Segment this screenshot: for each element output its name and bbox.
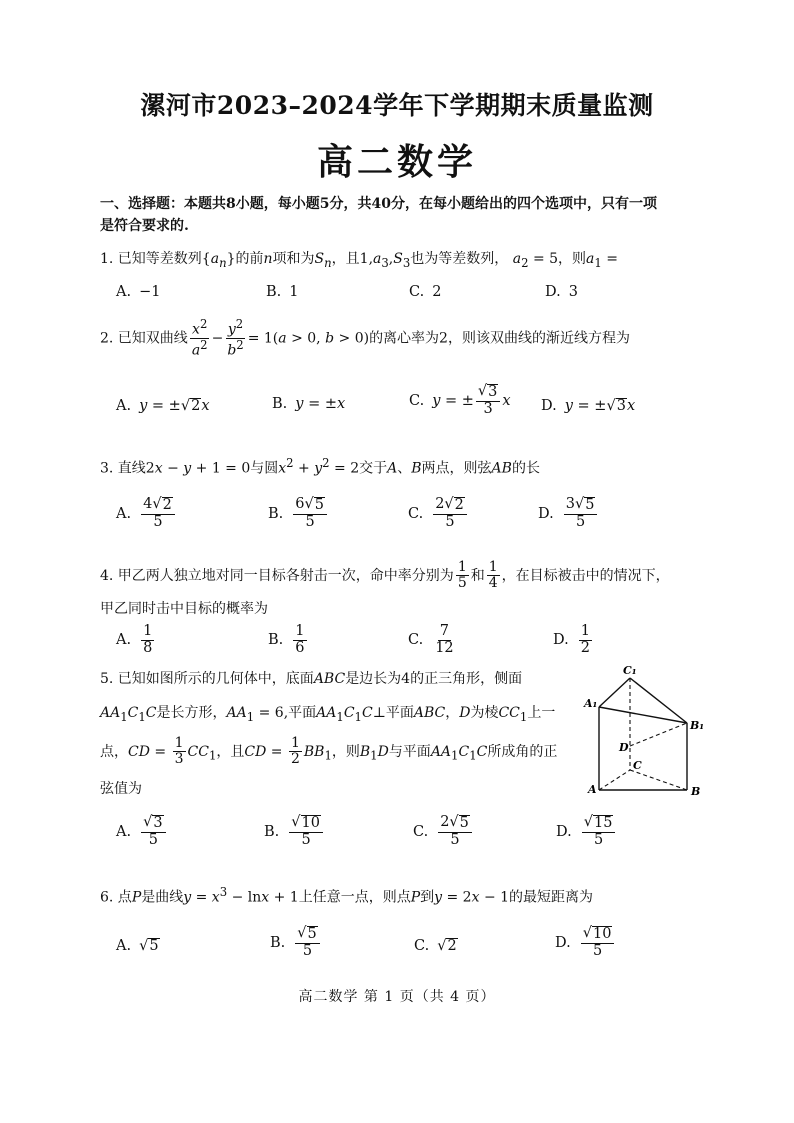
question-4-option-d: D. $\frac{1}{2}$ <box>553 623 590 656</box>
question-3-option-d: D. 3√ 5 5 <box>538 497 599 531</box>
question-6-option-d: D. √ 10 5 <box>555 926 616 960</box>
edge-c-b-hidden <box>630 770 687 790</box>
question-2-option-b: B. y = ±x <box>272 396 346 412</box>
question-1-option-d: D. 3 <box>545 284 578 300</box>
label-c: C <box>633 759 642 772</box>
question-4-option-a: A. $\frac{1}{8}$ <box>116 623 153 656</box>
question-2-stem: 2. 已知双曲线 $\frac{x^2}{a^2}$ − $\frac{y^2}{b^2}$ = 1(a > 0, b > 0)的离心率为2，则该双曲线的渐近线方程为 <box>100 317 630 359</box>
question-5-stem-line4: 弦值为 <box>100 781 142 797</box>
section-heading-line2: 是符合要求的. <box>100 218 189 234</box>
label-c1: C₁ <box>623 664 637 677</box>
question-5-option-b: B. √ 10 5 <box>264 815 325 849</box>
page-footer: 高二数学 第 1 页（共 4 页） <box>298 989 496 1005</box>
edge-a1-b1 <box>599 707 687 723</box>
question-4-option-b: B. $\frac{1}{6}$ <box>268 623 305 656</box>
segment-d-b1-hidden <box>630 723 687 746</box>
geometry-figure <box>583 662 713 802</box>
question-2-option-a: A. y = ±√ 2 x <box>116 398 210 414</box>
label-d: D <box>619 741 629 754</box>
label-b: B <box>691 785 701 798</box>
question-6-option-c: C. √ 2 <box>414 938 457 954</box>
edge-a-c-hidden <box>599 770 630 790</box>
question-6-stem: 6. 点P是曲线$y = x^3 - \ln x + 1$上任意一点，则点P到y = 2x − 1的最短距离为 <box>100 885 594 906</box>
question-3-option-b: B. 6√ 5 5 <box>268 497 329 531</box>
question-2-option-d: D. y = ±√ 3 x <box>541 398 636 414</box>
label-a: A <box>588 783 597 796</box>
question-4-stem-line2: 甲乙同时击中目标的概率为 <box>100 601 268 617</box>
label-b1: B₁ <box>690 719 705 732</box>
question-1-option-c: C. 2 <box>409 284 442 300</box>
question-5-option-c: C. 2√ 5 5 <box>413 815 474 849</box>
question-3-stem: 3. 直线2x − y + 1 = 0与圆$x^2 + y^2 = 2$交于A、B两点，则弦AB的长 <box>100 456 540 477</box>
edge-c1-b1 <box>630 678 687 723</box>
question-2-option-c: C. y = ± √ 3 3 x <box>409 383 511 417</box>
question-4-stem: 4. 甲乙两人独立地对同一目标各射击一次，命中率分别为 $\frac{1}{5}$ 和 $\frac{1}{4}$ ，在目标被击中的情况下， <box>100 559 670 592</box>
subject-title: 高二数学 <box>316 141 477 183</box>
label-a1: A₁ <box>584 697 598 710</box>
question-5-stem-line1: 5. 已知如图所示的几何体中，底面ABC是边长为4的正三角形，侧面 <box>100 671 523 687</box>
question-1-stem: 1. 已知等差数列$\{a_n\}$的前n项和为$S_n$，且$1,a_3,S_3$也为等差数列， $a_2 = 5$，则$a_1$ = <box>100 251 619 270</box>
question-1-option-a: A. −1 <box>116 284 161 300</box>
question-6-option-a: A. √ 5 <box>116 938 159 954</box>
question-5-stem-line3: 点，CD = $\frac{1}{3}$ $CC_1$，且CD = $\frac{1}{2}$ $BB_1$，则$B_1D$与平面$AA_1C_1C$所成角的正 <box>100 735 558 768</box>
question-1-number: 1. <box>100 251 114 267</box>
question-5-option-a: A. √ 3 5 <box>116 815 168 849</box>
question-3-option-a: A. 4√ 2 5 <box>116 497 177 531</box>
question-4-option-c: C. $\frac{7}{12}$ <box>408 623 454 656</box>
question-6-option-b: B. √ 5 5 <box>270 926 322 960</box>
edge-a1-c1 <box>599 678 630 707</box>
question-5-option-d: D. √ 15 5 <box>556 815 617 849</box>
question-5-stem-line2: $AA_1C_1C$是长方形，$AA_1 = 6$,平面$AA_1C_1C\perp$平面ABC，D为棱$CC_1$上一 <box>100 705 556 724</box>
question-1-option-b: B. 1 <box>266 284 299 300</box>
exam-title: 漯河市2023–2024学年下学期期末质量监测 <box>140 91 654 120</box>
section-heading-line1: 一、选择题：本题共8小题，每小题5分，共40分，在每小题给出的四个选项中，只有一项 <box>100 196 657 212</box>
question-3-option-c: C. 2√ 2 5 <box>408 497 469 531</box>
